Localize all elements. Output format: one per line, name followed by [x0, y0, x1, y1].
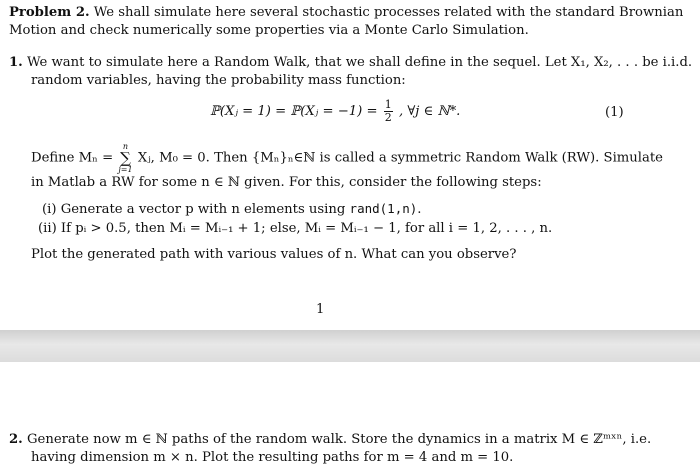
- page-separator: [0, 330, 700, 362]
- sum-symbol: ∑: [120, 149, 131, 167]
- plot-instruction: Plot the generated path with various values of n. What can you observe?: [31, 247, 517, 262]
- define-text-a: Define Mₙ =: [31, 150, 114, 166]
- equation-lhs: ℙ(Xⱼ = 1) = ℙ(Xⱼ = −1) =: [210, 104, 378, 119]
- part1-text-1: We want to simulate here a Random Walk, that we shall define in the sequel. Let X₁, X₂, . . . be i.i.d.: [26, 55, 693, 70]
- intro-line-1: [9, 4, 683, 22]
- sum-upper-limit: n: [122, 142, 129, 151]
- fraction-denominator: 2: [384, 111, 392, 124]
- part1-line-2: random variables, having the probability mass function:: [31, 73, 406, 88]
- part2-line-1: [9, 431, 651, 449]
- define-text-b: Xⱼ, M₀ = 0. Then {Mₙ}ₙ∈ℕ is called a symmetric Random Walk (RW). Simulate: [137, 150, 663, 166]
- intro-line-2: Motion and check numerically some properties via a Monte Carlo Simulation.: [9, 23, 529, 38]
- step-i: [42, 200, 421, 219]
- equation-rhs: , ∀j ∈ ℕ*.: [398, 104, 461, 119]
- step-i-text: (i) Generate a vector p with n elements using: [42, 202, 346, 217]
- matlab-line: in Matlab a RW for some n ∈ ℕ given. For this, consider the following steps:: [31, 175, 542, 190]
- step-i-code: rand(1,n): [349, 201, 418, 216]
- summation: [118, 142, 132, 174]
- part2-text-1: Generate now m ∈ ℕ paths of the random walk. Store the dynamics in a matrix M ∈ ℤᵐˣⁿ, i.e.: [26, 432, 652, 447]
- step-ii: (ii) If pᵢ > 0.5, then Mᵢ = Mᵢ₋₁ + 1; else, Mᵢ = Mᵢ₋₁ − 1, for all i = 1, 2, . . . , n.: [38, 221, 553, 236]
- define-line: [31, 142, 663, 174]
- equation-label: (1): [605, 105, 624, 120]
- page-two: [0, 362, 700, 473]
- equation-fraction: [384, 99, 393, 124]
- part1-number: 1.: [9, 55, 23, 70]
- step-i-suffix: .: [417, 202, 422, 217]
- part2-number: 2.: [9, 432, 23, 447]
- sum-lower-limit: j=1: [118, 165, 133, 174]
- equation-1: [210, 99, 460, 124]
- part2-line-2: having dimension m × n. Plot the resulting paths for m = 4 and m = 10.: [31, 450, 514, 465]
- problem-title: Problem 2.: [9, 5, 90, 20]
- page-number: 1: [316, 302, 325, 317]
- fraction-numerator: 1: [384, 98, 392, 111]
- part1-line-1: [9, 54, 692, 72]
- intro-text-1: We shall simulate here several stochastic processes related with the standard Brownian: [93, 5, 684, 20]
